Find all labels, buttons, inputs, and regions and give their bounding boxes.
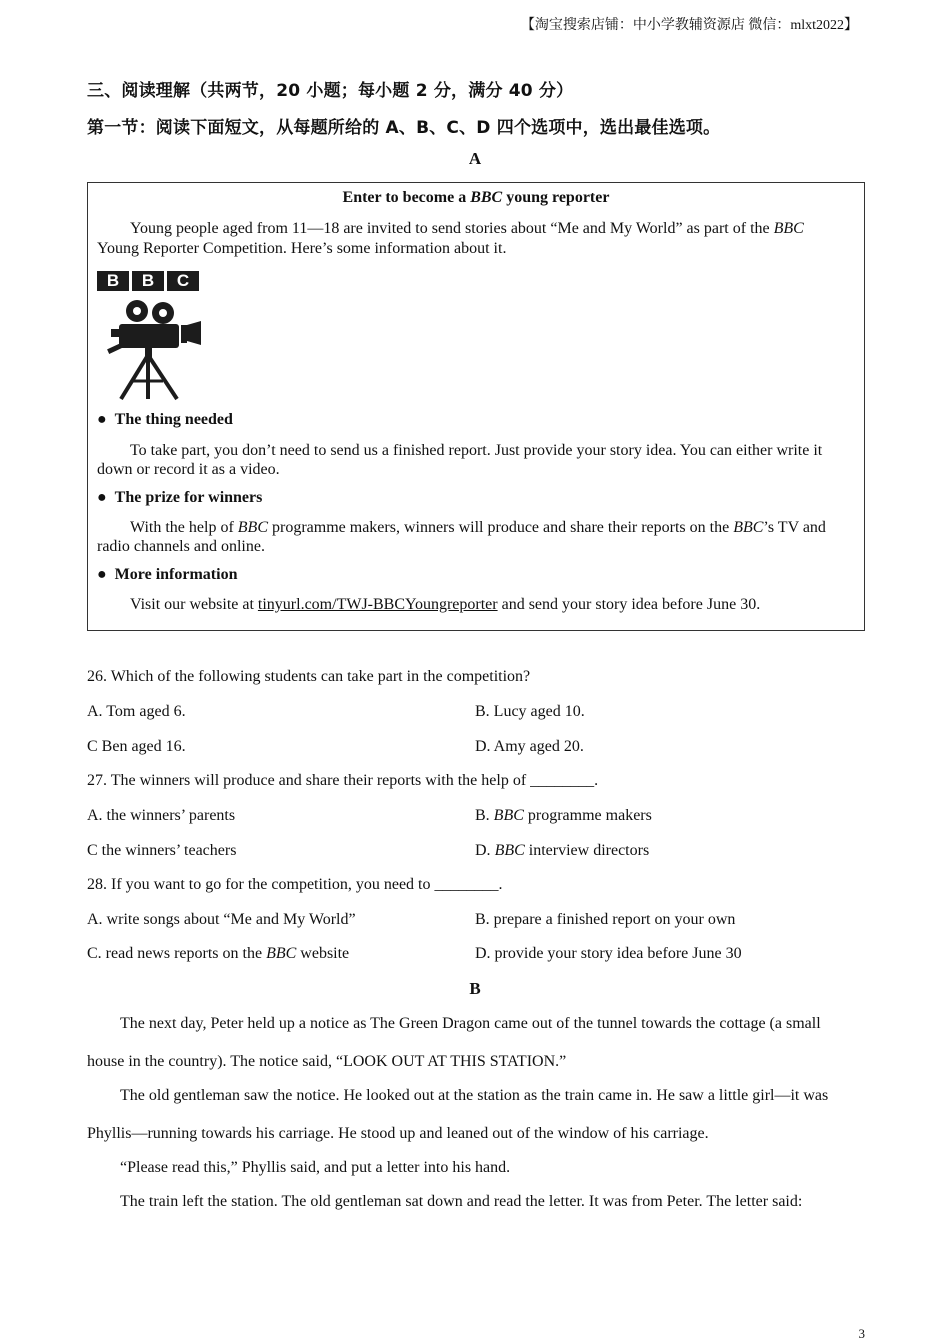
passage-b-p2-line2: Phyllis—running towards his carriage. He stood up and leaned out of the window of his carriage.: [87, 1125, 709, 1142]
option-27c: C the winners’ teachers: [87, 842, 237, 859]
passage-a-label: A: [468, 149, 482, 168]
page-number: 3: [858, 1326, 865, 1341]
option-28b: B. prepare a finished report on your own: [475, 911, 736, 928]
text-thing-needed: To take part, you don’t need to send us a finished report. Just provide your story idea. You can either write it: [130, 442, 823, 459]
passage-b-p2: The old gentleman saw the notice. He looked out at the station as the train came in. He saw a little girl—it was: [120, 1087, 829, 1104]
bbc-camera-logo: [97, 271, 203, 401]
option-28c: C. read news reports on the BBC website: [87, 945, 350, 962]
heading-thing-needed: ● The thing needed: [97, 411, 233, 428]
question-26: 26. Which of the following students can take part in the competition?: [87, 668, 531, 685]
question-28: 28. If you want to go for the competition, you need to ________.: [87, 876, 503, 893]
passage-a-intro: Young people aged from 11—18 are invited to send stories about “Me and My World” as part of the BBC: [130, 220, 804, 237]
passage-a-title: Enter to become a BBC young reporter: [342, 189, 610, 206]
passage-b-p1-line2: house in the country). The notice said, “LOOK OUT AT THIS STATION.”: [87, 1053, 567, 1070]
passage-b-label: B: [469, 979, 481, 998]
logo-letter: B: [132, 271, 164, 291]
passage-a-intro-line2: Young Reporter Competition. Here’s some information about it.: [97, 240, 507, 257]
option-26b: B. Lucy aged 10.: [475, 703, 585, 720]
logo-letter: C: [167, 271, 199, 291]
logo-letter: B: [97, 271, 129, 291]
text-more-info: Visit our website at tinyurl.com/TWJ-BBCYoungreporter and send your story idea before June 30.: [130, 596, 761, 613]
option-27b: B. BBC programme makers: [475, 807, 652, 824]
text-thing-needed-line2: down or record it as a video.: [97, 461, 280, 478]
option-26a: A. Tom aged 6.: [87, 703, 186, 720]
passage-b-p3: “Please read this,” Phyllis said, and put a letter into his hand.: [120, 1159, 511, 1176]
option-28a: A. write songs about “Me and My World”: [87, 911, 356, 928]
text-prize: With the help of BBC programme makers, winners will produce and share their reports on the BBC’s TV and: [130, 519, 826, 536]
text-prize-line2: radio channels and online.: [97, 538, 265, 555]
section-title: 三、阅读理解（共两节，20 小题；每小题 2 分，满分 40 分）: [87, 81, 574, 101]
question-27: 27. The winners will produce and share their reports with the help of ________.: [87, 772, 599, 789]
video-camera-icon: [97, 295, 203, 401]
passage-b-p1: The next day, Peter held up a notice as The Green Dragon came out of the tunnel towards the cottage (a small: [120, 1015, 821, 1032]
option-27d: D. BBC interview directors: [475, 842, 650, 859]
option-27a: A. the winners’ parents: [87, 807, 236, 824]
option-28d: D. provide your story idea before June 30: [475, 945, 742, 962]
website-link[interactable]: tinyurl.com/TWJ-BBCYoungreporter: [257, 596, 498, 613]
option-26c: C Ben aged 16.: [87, 738, 186, 755]
heading-more-info: ● More information: [97, 566, 238, 583]
header-shop-info: 【淘宝搜索店铺：中小学教辅资源店 微信：mlxt2022】: [520, 18, 858, 33]
passage-b-p4: The train left the station. The old gentleman sat down and read the letter. It was from Peter. The letter said:: [120, 1193, 803, 1210]
heading-prize: ● The prize for winners: [97, 489, 263, 506]
option-26d: D. Amy aged 20.: [475, 738, 584, 755]
section-subtitle: 第一节：阅读下面短文，从每题所给的 A、B、C、D 四个选项中，选出最佳选项。: [87, 118, 721, 138]
